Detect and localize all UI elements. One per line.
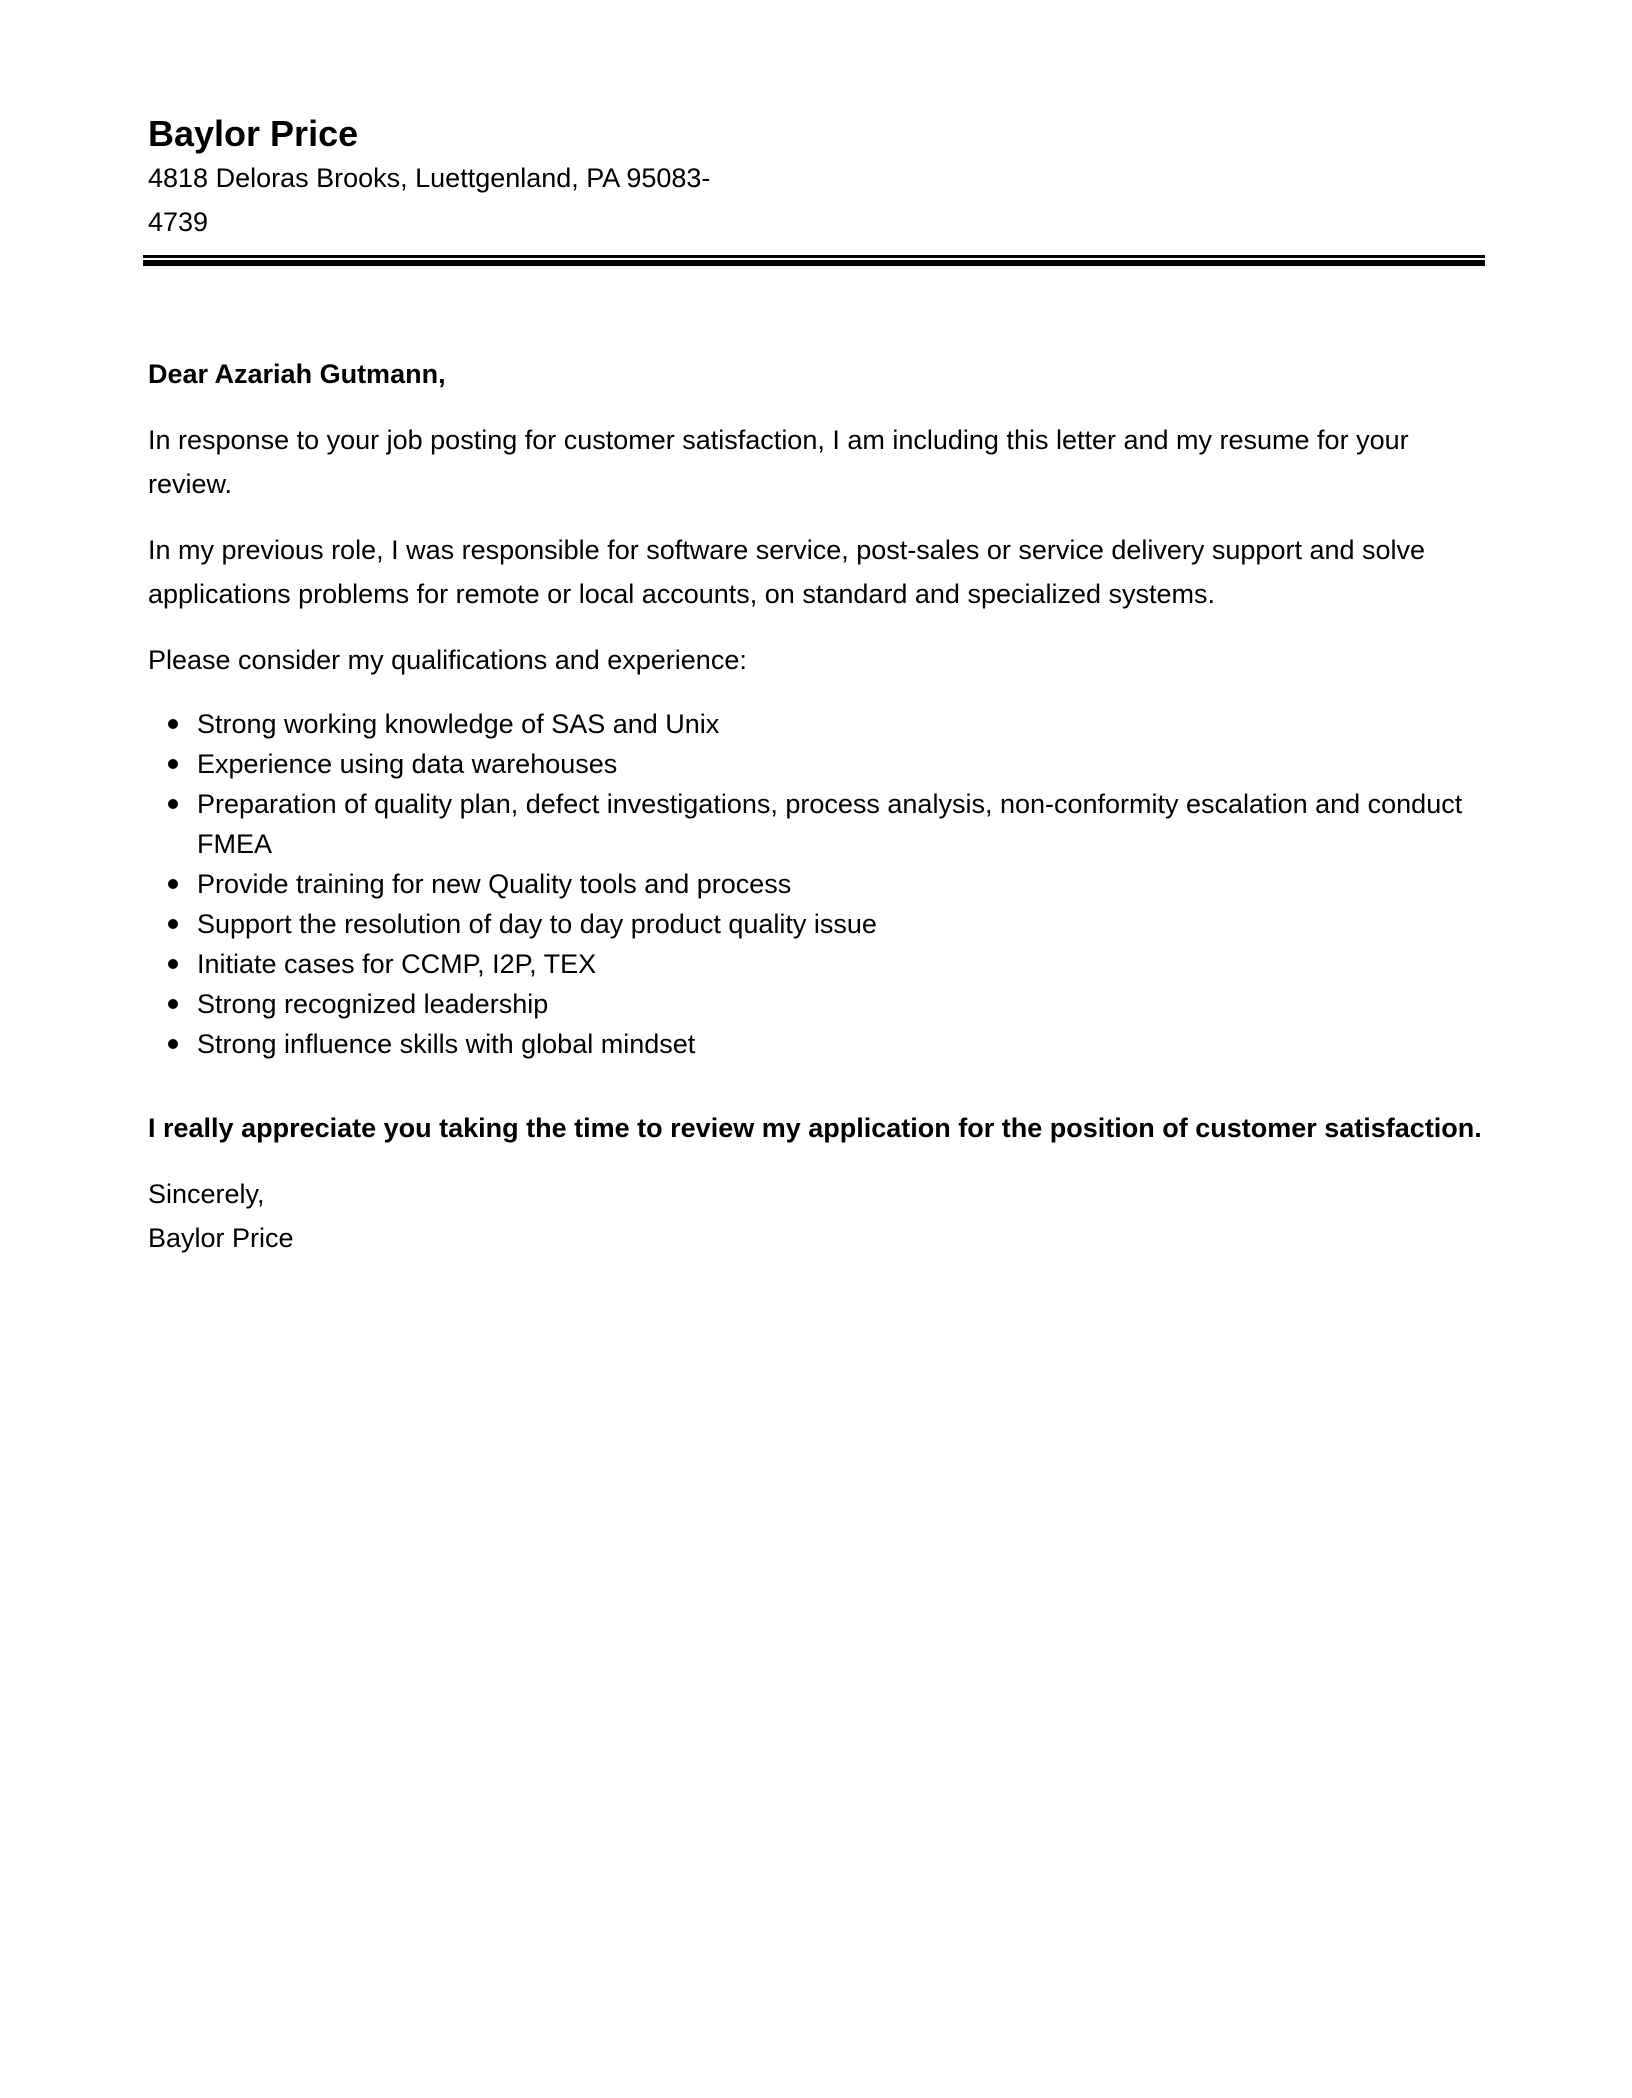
letter-header	[148, 112, 1488, 244]
list-item-text: Initiate cases for CCMP, I2P, TEX	[197, 949, 597, 979]
sender-name: Baylor Price	[148, 113, 359, 154]
header-divider-thick	[143, 260, 1485, 266]
paragraph-previous-role: In my previous role, I was responsible for software service, post-sales or service delivery support and solve applications problems for remote or local accounts, on standard and specialized systems.	[148, 535, 1426, 609]
salutation: Dear Azariah Gutmann,	[148, 359, 446, 389]
bullet-icon	[168, 919, 178, 929]
paragraph-qualifications-lead: Please consider my qualifications and experience:	[148, 645, 747, 675]
list-item	[148, 784, 1493, 864]
paragraph-intro: In response to your job posting for customer satisfaction, I am including this letter and my resume for your review.	[148, 425, 1409, 499]
closing-statement: I really appreciate you taking the time to review my application for the position of customer satisfaction.	[148, 1113, 1482, 1143]
list-item-text: Provide training for new Quality tools and process	[197, 869, 792, 899]
bullet-icon	[168, 799, 178, 809]
bullet-icon	[168, 1039, 178, 1049]
list-item-text: Strong influence skills with global mindset	[197, 1029, 696, 1059]
bullet-icon	[168, 879, 178, 889]
bullet-icon	[168, 959, 178, 969]
list-item	[148, 944, 1493, 984]
qualifications-list	[148, 704, 1493, 1064]
list-item-text: Preparation of quality plan, defect investigations, process analysis, non-conformity escalation and conduct FMEA	[197, 789, 1463, 859]
signature-name: Baylor Price	[148, 1223, 294, 1253]
bullet-icon	[168, 999, 178, 1009]
letter-body	[148, 352, 1493, 1260]
list-item	[148, 864, 1493, 904]
sender-address: 4818 Deloras Brooks, Luettgenland, PA 95083-4739	[148, 163, 711, 237]
bullet-icon	[168, 719, 178, 729]
list-item-text: Strong recognized leadership	[197, 989, 549, 1019]
list-item	[148, 704, 1493, 744]
header-divider-thin	[143, 255, 1485, 258]
list-item-text: Support the resolution of day to day product quality issue	[197, 909, 877, 939]
list-item	[148, 744, 1493, 784]
list-item	[148, 984, 1493, 1024]
list-item-text: Strong working knowledge of SAS and Unix	[197, 709, 720, 739]
bullet-icon	[168, 759, 178, 769]
list-item	[148, 1024, 1493, 1064]
list-item	[148, 904, 1493, 944]
list-item-text: Experience using data warehouses	[197, 749, 618, 779]
signoff: Sincerely,	[148, 1179, 265, 1209]
